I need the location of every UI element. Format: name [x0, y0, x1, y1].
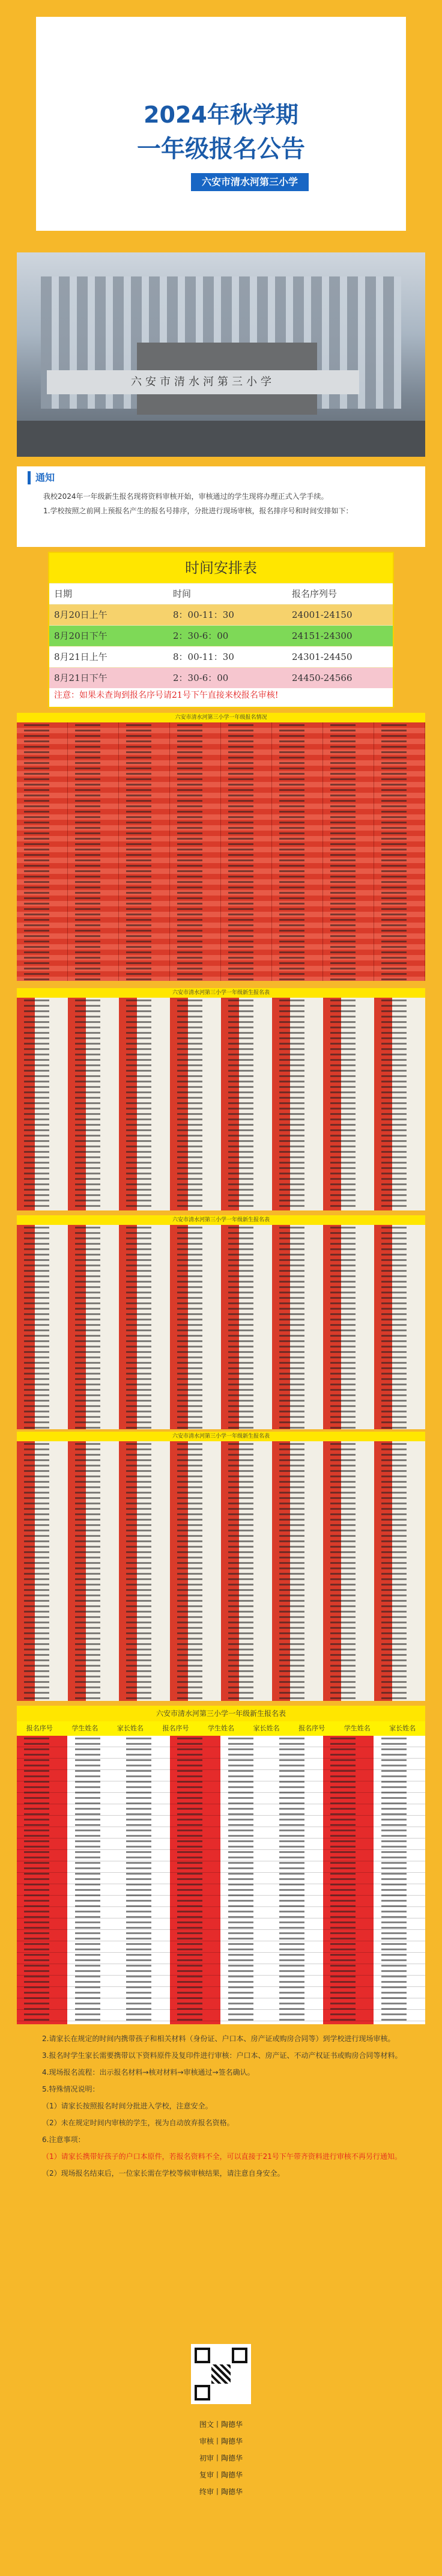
table-banner: 六安市清水河第三小学一年级新生报名表	[17, 1706, 425, 1721]
table-banner: 六安市清水河第三小学一年级报名情况	[17, 713, 425, 722]
qr-finder	[195, 2385, 210, 2401]
table-header-cell: 学生姓名	[208, 1724, 235, 1732]
credit-value: 陶德华	[221, 2454, 243, 2462]
schedule-col-time: 时间	[173, 588, 192, 599]
credit-value: 陶德华	[221, 2420, 243, 2429]
school-sign: 六安市清水河第三小学	[47, 370, 359, 394]
table-names	[17, 1225, 425, 1429]
intro-paragraph: 我校2024年一年级新生报名现将资料审核开始，审核通过的学生现将办理正式入学手续。	[43, 492, 328, 501]
credit-line: 图文丨陶德华	[199, 2420, 243, 2429]
qr-pattern	[211, 2364, 231, 2384]
instruction-paragraph: 4.现场报名流程：出示报名材料→核对材料→审核通过→签名确认。	[42, 2068, 255, 2077]
credit-line: 审核丨陶德华	[199, 2437, 243, 2446]
table-banner: 六安市清水河第三小学一年级新生报名表	[17, 988, 425, 998]
schedule-cell: 2：30-6：00	[173, 673, 229, 683]
table-banner: 六安市清水河第三小学一年级新生报名表	[17, 1215, 425, 1225]
table-header-cell: 学生姓名	[71, 1724, 98, 1732]
school-name-badge: 六安市清水河第三小学	[191, 173, 309, 191]
credit-label: 审核	[199, 2437, 214, 2446]
notice-intro	[17, 489, 425, 547]
instruction-paragraph: 5.特殊情况说明：	[42, 2085, 100, 2093]
ground	[17, 421, 425, 457]
instructions	[17, 2031, 425, 2338]
instruction-paragraph: 6.注意事项：	[42, 2135, 85, 2144]
registration-table-4	[17, 1432, 425, 1701]
table-names	[17, 1736, 425, 2024]
instruction-paragraph: （1）请家长按照报名时间分批进入学校，注意安全。	[42, 2102, 213, 2110]
credit-value: 陶德华	[221, 2488, 243, 2496]
table-header-cell: 家长姓名	[253, 1724, 280, 1732]
schedule-cell: 24001-24150	[292, 609, 353, 620]
schedule-col-date: 日期	[54, 588, 73, 599]
instruction-paragraph: （2）现场报名结束后，一位家长需在学校等候审核结果，请注意自身安全。	[42, 2169, 285, 2178]
credit-label: 终审	[199, 2488, 214, 2496]
table-header-cell: 学生姓名	[344, 1724, 371, 1732]
schedule-cell: 8：00-11：30	[173, 609, 234, 620]
registration-table-5	[17, 1706, 425, 2024]
instruction-paragraph-highlight: （1）请家长携带好孩子的户口本原件，若报名资料不全，可以直接于21号下午带齐资料进行审核不再另行通知。	[42, 2152, 402, 2161]
schedule-cell: 24301-24450	[292, 652, 353, 662]
schedule-cell: 2：30-6：00	[173, 630, 229, 641]
table-header-cell: 报名序号	[26, 1724, 53, 1732]
schedule-cell: 24151-24300	[292, 630, 353, 641]
table-header-cell: 报名序号	[162, 1724, 189, 1732]
qr-code-icon[interactable]	[191, 2344, 251, 2404]
schedule-cell: 24450-24566	[292, 673, 353, 683]
schedule-row	[49, 604, 393, 625]
schedule-row	[49, 625, 393, 646]
schedule-cell: 8月20日下午	[54, 630, 107, 641]
school-gate-photo	[17, 252, 425, 457]
table-banner: 六安市清水河第三小学一年级新生报名表	[17, 1432, 425, 1441]
schedule-note: 注意：如果未查询到报名序号请21号下午直接来校报名审核!	[54, 691, 279, 700]
intro-paragraph-2: 1.学校按照之前网上预报名产生的报名号排序，分批进行现场审核，报名排序号和时间安排如下：	[43, 507, 353, 515]
qr-finder	[232, 2348, 247, 2363]
qr-finder	[195, 2348, 210, 2363]
credit-value: 陶德华	[221, 2471, 243, 2479]
table-header-row	[17, 1721, 425, 1736]
credit-line: 初审丨陶德华	[199, 2454, 243, 2462]
registration-table-2	[17, 988, 425, 1210]
credit-label: 初审	[199, 2454, 214, 2462]
page-title-announcement: 一年级报名公告	[137, 135, 305, 163]
table-names	[17, 722, 425, 981]
registration-table-3	[17, 1215, 425, 1429]
instruction-paragraph: （2）未在规定时间内审核的学生，视为自动放弃报名资格。	[42, 2119, 234, 2127]
table-names	[17, 998, 425, 1210]
schedule-cell: 8月21日下午	[54, 673, 107, 683]
credit-label: 复审	[199, 2471, 214, 2479]
credit-line: 终审丨陶德华	[199, 2488, 243, 2496]
table-names	[17, 1441, 425, 1701]
page-title-semester: 2024年秋学期	[144, 102, 298, 128]
schedule-row	[49, 646, 393, 667]
table-header-cell: 家长姓名	[389, 1724, 416, 1732]
schedule-table	[48, 552, 394, 708]
credit-label: 图文	[199, 2420, 214, 2429]
schedule-col-seq: 报名序列号	[292, 588, 338, 599]
schedule-cell: 8：00-11：30	[173, 652, 234, 662]
schedule-title: 时间安排表	[49, 553, 393, 583]
table-header-cell: 报名序号	[298, 1724, 325, 1732]
schedule-cell: 8月21日上午	[54, 652, 107, 662]
schedule-header-row	[49, 583, 393, 604]
credit-value: 陶德华	[221, 2437, 243, 2446]
registration-table-1	[17, 713, 425, 981]
credit-line: 复审丨陶德华	[199, 2471, 243, 2479]
instruction-paragraph: 3.报名时学生家长需要携带以下资料原件及复印件进行审核：户口本、房产证、不动产权证书或购房合同等材料。	[42, 2051, 402, 2060]
credits	[0, 2416, 442, 2500]
title-card	[36, 17, 406, 231]
instruction-paragraph: 2.请家长在规定的时间内携带孩子和相关材料（身份证、户口本、房产证或购房合同等）到学校进行现场审核。	[42, 2034, 395, 2043]
table-header-cell: 家长姓名	[117, 1724, 144, 1732]
notice-tag: 通知	[28, 471, 67, 484]
notice-header	[17, 466, 425, 489]
schedule-row	[49, 667, 393, 688]
schedule-cell: 8月20日上午	[54, 609, 107, 620]
